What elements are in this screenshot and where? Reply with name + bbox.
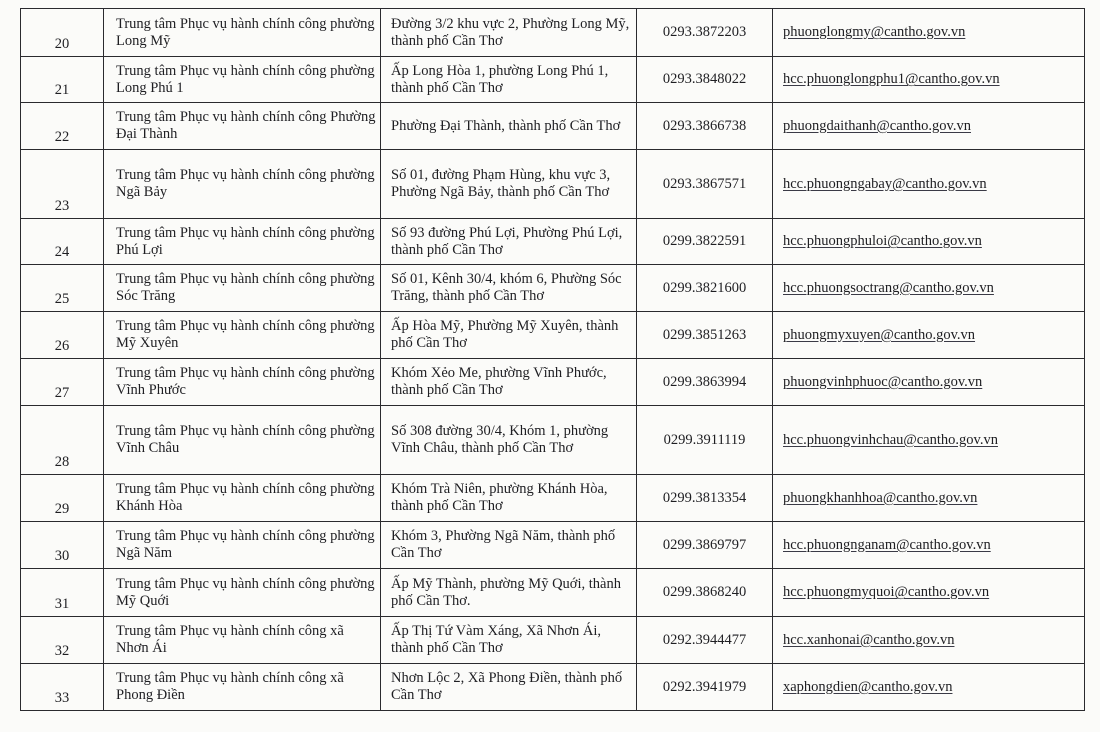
- center-email[interactable]: phuongdaithanh@cantho.gov.vn: [783, 117, 971, 134]
- center-address: Khóm Xẻo Me, phường Vĩnh Phước, thành phố Cần Thơ: [391, 365, 607, 398]
- center-name-cell: [104, 617, 381, 664]
- center-address: Ấp Mỹ Thành, phường Mỹ Quới, thành phố Cần Thơ.: [391, 575, 621, 609]
- center-email[interactable]: xaphongdien@cantho.gov.vn: [783, 678, 953, 695]
- center-name: Trung tâm Phục vụ hành chính công phường Ngã Bảy: [116, 167, 375, 200]
- center-email[interactable]: hcc.phuongnganam@cantho.gov.vn: [783, 536, 991, 553]
- center-name: Trung tâm Phục vụ hành chính công phường Mỹ Xuyên: [116, 318, 375, 351]
- table-body: [21, 9, 1085, 711]
- table-row: [21, 406, 1085, 475]
- row-number-cell: [21, 406, 104, 475]
- center-phone-cell: [637, 265, 773, 312]
- center-phone: 0299.3813354: [662, 489, 747, 506]
- row-number: 25: [54, 291, 70, 307]
- center-email[interactable]: phuongmyxuyen@cantho.gov.vn: [783, 326, 976, 343]
- table-row: [21, 265, 1085, 312]
- center-name-cell: [104, 103, 381, 150]
- row-number: 20: [54, 36, 70, 52]
- center-address-cell: [381, 103, 637, 150]
- row-number-cell: [21, 9, 104, 57]
- center-name: Trung tâm Phục vụ hành chính công phường Ngã Năm: [116, 528, 375, 561]
- row-number: 33: [54, 690, 70, 706]
- center-phone-cell: [637, 103, 773, 150]
- center-email-cell: [773, 664, 1085, 711]
- center-address: Số 01, đường Phạm Hùng, khu vực 3, Phường Ngã Bảy, thành phố Cần Thơ: [391, 167, 611, 200]
- center-name-cell: [104, 265, 381, 312]
- center-phone-cell: [637, 312, 773, 359]
- row-number-cell: [21, 312, 104, 359]
- center-name-cell: [104, 522, 381, 569]
- row-number-cell: [21, 57, 104, 103]
- table-row: [21, 522, 1085, 569]
- center-phone: 0293.3867571: [662, 175, 747, 192]
- center-email-cell: [773, 617, 1085, 664]
- center-name: Trung tâm Phục vụ hành chính công phường Long Phú 1: [116, 62, 375, 96]
- center-phone: 0299.3821600: [662, 279, 747, 296]
- center-email[interactable]: hcc.phuongvinhchau@cantho.gov.vn: [783, 431, 998, 448]
- center-name-cell: [104, 150, 381, 219]
- center-phone-cell: [637, 57, 773, 103]
- center-address-cell: [381, 9, 637, 57]
- center-address-cell: [381, 312, 637, 359]
- center-phone: 0299.3822591: [662, 233, 747, 249]
- center-email[interactable]: phuongvinhphuoc@cantho.gov.vn: [783, 373, 983, 390]
- row-number-cell: [21, 359, 104, 406]
- center-email-cell: [773, 475, 1085, 522]
- center-phone: 0299.3863994: [662, 373, 747, 390]
- row-number: 23: [54, 198, 70, 214]
- table-row: [21, 475, 1085, 522]
- center-address: Khóm 3, Phường Ngã Năm, thành phố Cần Thơ: [391, 528, 616, 561]
- center-address-cell: [381, 359, 637, 406]
- center-email[interactable]: hcc.xanhonai@cantho.gov.vn: [783, 631, 955, 648]
- center-name-cell: [104, 57, 381, 103]
- center-address: Ấp Hòa Mỹ, Phường Mỹ Xuyên, thành phố Cần Thơ: [391, 318, 619, 351]
- center-phone: 0299.3851263: [662, 326, 747, 343]
- center-phone-cell: [637, 406, 773, 475]
- center-phone-cell: [637, 475, 773, 522]
- center-name: Trung tâm Phục vụ hành chính công xã Phong Điền: [116, 670, 344, 703]
- center-name: Trung tâm Phục vụ hành chính công xã Nhơn Ái: [116, 623, 344, 656]
- center-phone-cell: [637, 359, 773, 406]
- center-email[interactable]: phuonglongmy@cantho.gov.vn: [783, 24, 966, 40]
- row-number: 29: [54, 501, 70, 517]
- center-address: Số 01, Kênh 30/4, khóm 6, Phường Sóc Trăng, thành phố Cần Thơ: [391, 271, 622, 304]
- center-address: Phường Đại Thành, thành phố Cần Thơ: [391, 117, 621, 134]
- row-number: 27: [54, 385, 70, 401]
- center-name: Trung tâm Phục vụ hành chính công phường Vĩnh Châu: [116, 423, 375, 456]
- center-phone: 0292.3944477: [662, 631, 747, 648]
- center-phone: 0293.3848022: [662, 71, 747, 87]
- row-number-cell: [21, 150, 104, 219]
- center-email-cell: [773, 359, 1085, 406]
- center-name-cell: [104, 569, 381, 617]
- center-name-cell: [104, 664, 381, 711]
- table-row: [21, 312, 1085, 359]
- center-email-cell: [773, 569, 1085, 617]
- center-phone: 0293.3866738: [662, 117, 747, 134]
- row-number-cell: [21, 664, 104, 711]
- center-address-cell: [381, 265, 637, 312]
- row-number: 26: [54, 338, 70, 354]
- center-email[interactable]: hcc.phuonglongphu1@cantho.gov.vn: [783, 71, 1000, 87]
- center-phone-cell: [637, 617, 773, 664]
- center-name: Trung tâm Phục vụ hành chính công phường Vĩnh Phước: [116, 365, 375, 398]
- center-phone: 0299.3911119: [663, 431, 746, 448]
- center-phone: 0299.3869797: [662, 536, 747, 553]
- row-number-cell: [21, 219, 104, 265]
- center-address-cell: [381, 150, 637, 219]
- center-address: Ấp Thị Tứ Vàm Xáng, Xã Nhơn Ái, thành phố Cần Thơ: [391, 623, 602, 656]
- center-name: Trung tâm Phục vụ hành chính công phường Khánh Hòa: [116, 481, 375, 514]
- center-email-cell: [773, 312, 1085, 359]
- row-number: 22: [54, 129, 70, 145]
- center-email-cell: [773, 406, 1085, 475]
- center-address: Khóm Trà Niên, phường Khánh Hòa, thành phố Cần Thơ: [391, 481, 608, 514]
- center-name-cell: [104, 312, 381, 359]
- center-name: Trung tâm Phục vụ hành chính công phường Sóc Trăng: [116, 271, 375, 304]
- table-row: [21, 359, 1085, 406]
- table-row: [21, 664, 1085, 711]
- center-phone-cell: [637, 522, 773, 569]
- center-email[interactable]: phuongkhanhhoa@cantho.gov.vn: [783, 489, 978, 506]
- center-phone: 0293.3872203: [662, 24, 747, 40]
- row-number-cell: [21, 103, 104, 150]
- center-email-cell: [773, 9, 1085, 57]
- center-name: Trung tâm Phục vụ hành chính công phường Mỹ Quới: [116, 575, 375, 609]
- center-email[interactable]: hcc.phuongphuloi@cantho.gov.vn: [783, 233, 982, 249]
- center-email[interactable]: hcc.phuongmyquoi@cantho.gov.vn: [783, 584, 990, 600]
- center-phone-cell: [637, 150, 773, 219]
- center-address-cell: [381, 664, 637, 711]
- center-address: Số 308 đường 30/4, Khóm 1, phường Vĩnh Châu, thành phố Cần Thơ: [391, 423, 609, 456]
- center-address: Ấp Long Hòa 1, phường Long Phú 1, thành phố Cần Thơ: [391, 62, 609, 96]
- center-email[interactable]: hcc.phuongngabay@cantho.gov.vn: [783, 175, 987, 192]
- table-row: [21, 569, 1085, 617]
- center-name-cell: [104, 406, 381, 475]
- center-email-cell: [773, 522, 1085, 569]
- row-number-cell: [21, 569, 104, 617]
- center-name: Trung tâm Phục vụ hành chính công phường Phú Lợi: [116, 224, 375, 258]
- row-number-cell: [21, 265, 104, 312]
- center-name-cell: [104, 475, 381, 522]
- row-number: 32: [54, 643, 70, 659]
- center-phone-cell: [637, 9, 773, 57]
- center-phone-cell: [637, 569, 773, 617]
- row-number: 21: [54, 82, 70, 98]
- center-name-cell: [104, 219, 381, 265]
- center-address-cell: [381, 406, 637, 475]
- row-number: 30: [54, 548, 70, 564]
- row-number: 28: [54, 454, 70, 470]
- service-center-table: [20, 8, 1085, 711]
- table-row: [21, 103, 1085, 150]
- row-number: 31: [54, 596, 70, 612]
- table-row: [21, 57, 1085, 103]
- center-address-cell: [381, 219, 637, 265]
- center-email-cell: [773, 219, 1085, 265]
- center-address-cell: [381, 475, 637, 522]
- center-address-cell: [381, 569, 637, 617]
- center-address-cell: [381, 522, 637, 569]
- table-row: [21, 617, 1085, 664]
- center-name-cell: [104, 359, 381, 406]
- center-name: Trung tâm Phục vụ hành chính công phường Long Mỹ: [116, 15, 375, 49]
- row-number-cell: [21, 617, 104, 664]
- center-phone: 0299.3868240: [662, 584, 747, 600]
- table-row: [21, 150, 1085, 219]
- center-address: Đường 3/2 khu vực 2, Phường Long Mỹ, thành phố Cần Thơ: [391, 15, 630, 49]
- table-row: [21, 219, 1085, 265]
- center-address: Nhơn Lộc 2, Xã Phong Điền, thành phố Cần Thơ: [391, 670, 623, 703]
- center-email-cell: [773, 265, 1085, 312]
- center-name-cell: [104, 9, 381, 57]
- center-email[interactable]: hcc.phuongsoctrang@cantho.gov.vn: [783, 279, 994, 296]
- row-number-cell: [21, 475, 104, 522]
- row-number-cell: [21, 522, 104, 569]
- center-address-cell: [381, 617, 637, 664]
- center-phone-cell: [637, 664, 773, 711]
- center-phone: 0292.3941979: [662, 678, 747, 695]
- center-email-cell: [773, 103, 1085, 150]
- center-address: Số 93 đường Phú Lợi, Phường Phú Lợi, thành phố Cần Thơ: [391, 224, 623, 258]
- row-number: 24: [54, 244, 70, 260]
- center-email-cell: [773, 150, 1085, 219]
- center-email-cell: [773, 57, 1085, 103]
- center-name: Trung tâm Phục vụ hành chính công Phường Đại Thành: [116, 109, 376, 142]
- center-phone-cell: [637, 219, 773, 265]
- table-row: [21, 9, 1085, 57]
- center-address-cell: [381, 57, 637, 103]
